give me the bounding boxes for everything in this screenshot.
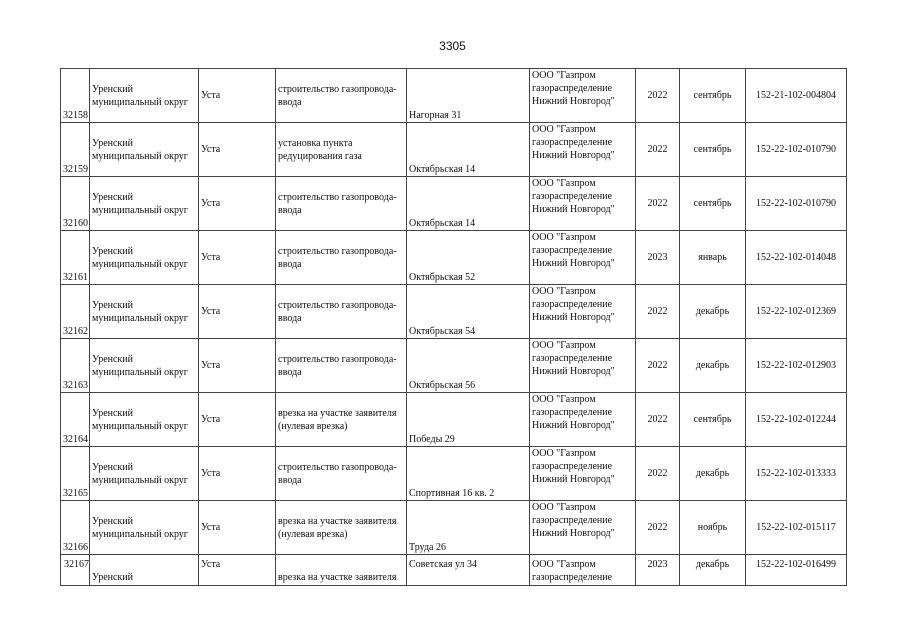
table-row xyxy=(61,69,847,123)
table-row xyxy=(61,177,847,231)
application-code-cell: 152-21-102-004804 xyxy=(746,69,847,123)
row-number-cell: 32164 xyxy=(61,393,90,447)
work-type-cell: строительство газопровода-ввода xyxy=(276,285,407,339)
district-cell: Уренский муниципальный округ xyxy=(90,285,199,339)
application-code-cell: 152-22-102-016499 xyxy=(746,555,847,586)
application-code-cell: 152-22-102-013333 xyxy=(746,447,847,501)
year-cell: 2022 xyxy=(636,177,680,231)
address-cell: Советская ул 34 xyxy=(407,555,530,586)
row-number-cell: 32159 xyxy=(61,123,90,177)
settlement-cell: Уста xyxy=(199,69,276,123)
district-cell: Уренский муниципальный округ xyxy=(90,177,199,231)
row-number-cell: 32158 xyxy=(61,69,90,123)
address-cell: Октябрьская 14 xyxy=(407,123,530,177)
organization-cell: ООО "Газпром газораспределение xyxy=(530,555,636,586)
month-cell: декабрь xyxy=(680,285,746,339)
month-cell: сентябрь xyxy=(680,123,746,177)
month-cell: сентябрь xyxy=(680,393,746,447)
table-row xyxy=(61,123,847,177)
settlement-cell: Уста xyxy=(199,555,276,586)
address-cell: Октябрьская 56 xyxy=(407,339,530,393)
row-number-cell: 32162 xyxy=(61,285,90,339)
table-row xyxy=(61,501,847,555)
district-cell: Уренский муниципальный округ xyxy=(90,393,199,447)
address-cell: Нагорная 31 xyxy=(407,69,530,123)
district-cell: Уренский муниципальный округ xyxy=(90,501,199,555)
work-type-cell: врезка на участке заявителя (нулевая врезка) xyxy=(276,393,407,447)
row-number-cell: 32166 xyxy=(61,501,90,555)
settlement-cell: Уста xyxy=(199,501,276,555)
row-number-cell: 32165 xyxy=(61,447,90,501)
organization-cell: ООО "Газпром газораспределение Нижний Новгород" xyxy=(530,177,636,231)
year-cell: 2022 xyxy=(636,393,680,447)
work-type-cell: строительство газопровода-ввода xyxy=(276,177,407,231)
year-cell: 2023 xyxy=(636,555,680,586)
work-type-cell: врезка на участке заявителя xyxy=(276,555,407,586)
application-code-cell: 152-22-102-012903 xyxy=(746,339,847,393)
row-number-cell: 32161 xyxy=(61,231,90,285)
application-code-cell: 152-22-102-012369 xyxy=(746,285,847,339)
organization-cell: ООО "Газпром газораспределение Нижний Новгород" xyxy=(530,447,636,501)
settlement-cell: Уста xyxy=(199,447,276,501)
gas-connection-registry-table xyxy=(60,68,847,586)
work-type-cell: врезка на участке заявителя (нулевая врезка) xyxy=(276,501,407,555)
application-code-cell: 152-22-102-010790 xyxy=(746,177,847,231)
settlement-cell: Уста xyxy=(199,177,276,231)
month-cell: декабрь xyxy=(680,555,746,586)
organization-cell: ООО "Газпром газораспределение Нижний Новгород" xyxy=(530,501,636,555)
table-row xyxy=(61,447,847,501)
work-type-cell: строительство газопровода-ввода xyxy=(276,231,407,285)
district-cell: Уренский муниципальный округ xyxy=(90,69,199,123)
work-type-cell: строительство газопровода-ввода xyxy=(276,339,407,393)
organization-cell: ООО "Газпром газораспределение Нижний Новгород" xyxy=(530,285,636,339)
district-cell: Уренский муниципальный округ xyxy=(90,447,199,501)
year-cell: 2023 xyxy=(636,231,680,285)
address-cell: Октябрьская 14 xyxy=(407,177,530,231)
address-cell: Октябрьская 54 xyxy=(407,285,530,339)
month-cell: декабрь xyxy=(680,339,746,393)
work-type-cell: строительство газопровода-ввода xyxy=(276,447,407,501)
work-type-cell: строительство газопровода-ввода xyxy=(276,69,407,123)
row-number-cell: 32160 xyxy=(61,177,90,231)
address-cell: Октябрьская 52 xyxy=(407,231,530,285)
district-cell: Уренский муниципальный округ xyxy=(90,339,199,393)
district-cell: Уренский муниципальный округ xyxy=(90,231,199,285)
address-cell: Труда 26 xyxy=(407,501,530,555)
application-code-cell: 152-22-102-014048 xyxy=(746,231,847,285)
year-cell: 2022 xyxy=(636,69,680,123)
year-cell: 2022 xyxy=(636,339,680,393)
settlement-cell: Уста xyxy=(199,123,276,177)
address-cell: Спортивная 16 кв. 2 xyxy=(407,447,530,501)
table-row xyxy=(61,555,847,586)
row-number-cell: 32163 xyxy=(61,339,90,393)
year-cell: 2022 xyxy=(636,447,680,501)
year-cell: 2022 xyxy=(636,501,680,555)
month-cell: январь xyxy=(680,231,746,285)
settlement-cell: Уста xyxy=(199,285,276,339)
district-cell: Уренский xyxy=(90,555,199,586)
table-row xyxy=(61,393,847,447)
application-code-cell: 152-22-102-015117 xyxy=(746,501,847,555)
district-cell: Уренский муниципальный округ xyxy=(90,123,199,177)
year-cell: 2022 xyxy=(636,285,680,339)
month-cell: декабрь xyxy=(680,447,746,501)
year-cell: 2022 xyxy=(636,123,680,177)
organization-cell: ООО "Газпром газораспределение Нижний Новгород" xyxy=(530,393,636,447)
address-cell: Победы 29 xyxy=(407,393,530,447)
settlement-cell: Уста xyxy=(199,231,276,285)
organization-cell: ООО "Газпром газораспределение Нижний Новгород" xyxy=(530,69,636,123)
settlement-cell: Уста xyxy=(199,339,276,393)
work-type-cell: установка пункта редуцирования газа xyxy=(276,123,407,177)
organization-cell: ООО "Газпром газораспределение Нижний Новгород" xyxy=(530,231,636,285)
month-cell: сентябрь xyxy=(680,177,746,231)
table-row xyxy=(61,285,847,339)
application-code-cell: 152-22-102-010790 xyxy=(746,123,847,177)
page-number: 3305 xyxy=(439,39,466,53)
organization-cell: ООО "Газпром газораспределение Нижний Новгород" xyxy=(530,123,636,177)
table-row xyxy=(61,339,847,393)
application-code-cell: 152-22-102-012244 xyxy=(746,393,847,447)
month-cell: сентябрь xyxy=(680,69,746,123)
table-row xyxy=(61,231,847,285)
row-number-cell: 32167 xyxy=(61,555,90,586)
month-cell: ноябрь xyxy=(680,501,746,555)
organization-cell: ООО "Газпром газораспределение Нижний Новгород" xyxy=(530,339,636,393)
settlement-cell: Уста xyxy=(199,393,276,447)
